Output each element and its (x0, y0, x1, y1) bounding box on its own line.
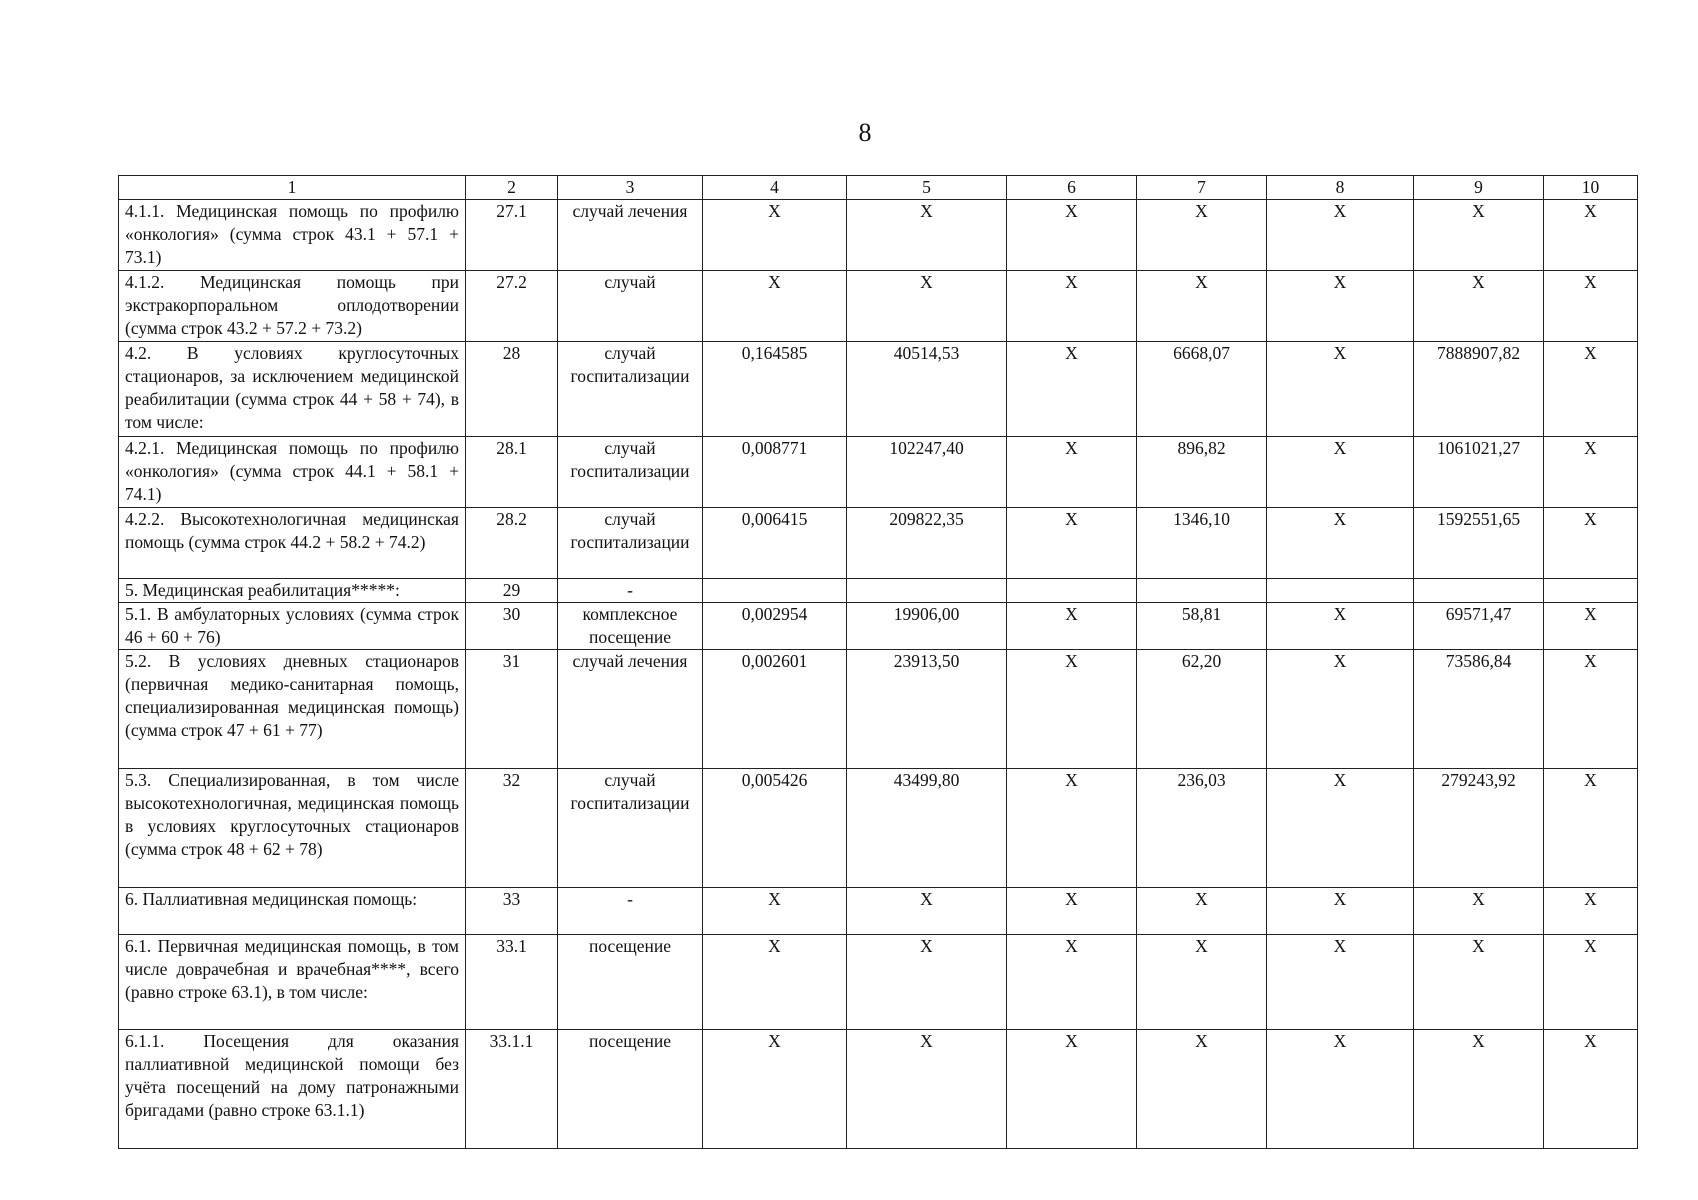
row-description-cell: 6. Паллиативная медицинская помощь: (119, 888, 466, 935)
table-cell: X (1544, 650, 1638, 769)
column-header: 3 (558, 176, 703, 200)
column-header: 7 (1137, 176, 1267, 200)
row-description-cell: 5. Медицинская реабилитация*****: (119, 579, 466, 603)
table-cell: - (558, 888, 703, 935)
table-cell: X (703, 1030, 847, 1149)
table-cell: 0,002954 (703, 603, 847, 650)
column-header: 1 (119, 176, 466, 200)
table-cell: X (1007, 888, 1137, 935)
table-cell: 1346,10 (1137, 508, 1267, 579)
table-cell: 27.1 (466, 200, 558, 271)
table-cell: случай (558, 271, 703, 342)
table-cell: 33.1 (466, 935, 558, 1030)
table-cell: случай госпитализации (558, 769, 703, 888)
table-cell: X (1267, 650, 1414, 769)
table-cell: X (1544, 769, 1638, 888)
table-cell: 7888907,82 (1414, 342, 1544, 437)
table-cell: X (1267, 888, 1414, 935)
table-row (119, 650, 1638, 769)
table-row (119, 603, 1638, 650)
table-cell: X (1544, 271, 1638, 342)
table-cell: 19906,00 (847, 603, 1007, 650)
table-cell: 73586,84 (1414, 650, 1544, 769)
table-cell: 29 (466, 579, 558, 603)
row-description-cell: 6.1. Первичная медицинская помощь, в том числе доврачебная и врачебная****, всего (равно строке 63.1), в том числе: (119, 935, 466, 1030)
column-header: 5 (847, 176, 1007, 200)
table-cell: 28 (466, 342, 558, 437)
table-cell: X (1544, 888, 1638, 935)
table-cell: X (1544, 437, 1638, 508)
table-cell: 28.1 (466, 437, 558, 508)
column-header: 2 (466, 176, 558, 200)
table-cell: X (1267, 200, 1414, 271)
table-cell: - (558, 579, 703, 603)
table-cell: X (703, 271, 847, 342)
page-number: 8 (858, 118, 872, 147)
table-cell: 102247,40 (847, 437, 1007, 508)
table-cell: 30 (466, 603, 558, 650)
row-description-cell: 4.2.2. Высокотехнологичная медицинская помощь (сумма строк 44.2 + 58.2 + 74.2) (119, 508, 466, 579)
table-cell: X (1007, 342, 1137, 437)
table-row (119, 935, 1638, 1030)
row-description-cell: 5.1. В амбулаторных условиях (сумма строк 46 + 60 + 76) (119, 603, 466, 650)
table-cell: 0,008771 (703, 437, 847, 508)
table-cell: комплексное посещение (558, 603, 703, 650)
table-cell: X (703, 935, 847, 1030)
column-header: 10 (1544, 176, 1638, 200)
column-header: 8 (1267, 176, 1414, 200)
table-cell: X (847, 935, 1007, 1030)
row-description-cell: 4.1.2. Медицинская помощь при экстракорпоральном оплодотворении (сумма строк 43.2 + 57.2 + 73.2) (119, 271, 466, 342)
table-cell: 0,164585 (703, 342, 847, 437)
data-table (118, 175, 1638, 1149)
table-cell: X (1137, 200, 1267, 271)
table-row (119, 200, 1638, 271)
table-cell: 62,20 (1137, 650, 1267, 769)
table-cell: 236,03 (1137, 769, 1267, 888)
row-description-cell: 4.2. В условиях круглосуточных стационаров, за исключением медицинской реабилитации (сумма строк 44 + 58 + 74), в том числе: (119, 342, 466, 437)
table-cell: X (1267, 1030, 1414, 1149)
table-row (119, 437, 1638, 508)
table-cell: X (1414, 888, 1544, 935)
table-cell: посещение (558, 935, 703, 1030)
table-cell: X (1007, 508, 1137, 579)
table-cell: 69571,47 (1414, 603, 1544, 650)
table-cell: случай лечения (558, 650, 703, 769)
row-description-cell: 4.1.1. Медицинская помощь по профилю «онкология» (сумма строк 43.1 + 57.1 + 73.1) (119, 200, 466, 271)
table-cell: 896,82 (1137, 437, 1267, 508)
table-cell: 27.2 (466, 271, 558, 342)
table-cell: X (1007, 935, 1137, 1030)
table-cell: X (847, 200, 1007, 271)
table-cell: 1061021,27 (1414, 437, 1544, 508)
column-header: 6 (1007, 176, 1137, 200)
table-cell: 40514,53 (847, 342, 1007, 437)
table-row (119, 508, 1638, 579)
table-cell: X (1414, 935, 1544, 1030)
row-description-cell: 4.2.1. Медицинская помощь по профилю «онкология» (сумма строк 44.1 + 58.1 + 74.1) (119, 437, 466, 508)
table-cell: X (1544, 342, 1638, 437)
row-description-cell: 6.1.1. Посещения для оказания паллиативной медицинской помощи без учёта посещений на дому патронажными бригадами (равно строке 63.1.1) (119, 1030, 466, 1149)
table-cell: случай госпитализации (558, 342, 703, 437)
table-cell (847, 579, 1007, 603)
table-cell: 33 (466, 888, 558, 935)
table-row (119, 271, 1638, 342)
table-cell: X (1007, 271, 1137, 342)
table-cell: X (1007, 603, 1137, 650)
table-cell: X (1267, 769, 1414, 888)
table-cell: X (1267, 603, 1414, 650)
table-cell: X (1267, 437, 1414, 508)
table-cell: X (1007, 200, 1137, 271)
table-cell: 0,002601 (703, 650, 847, 769)
table-cell: 28.2 (466, 508, 558, 579)
table-cell: 23913,50 (847, 650, 1007, 769)
table-cell: X (1007, 1030, 1137, 1149)
table-cell: случай лечения (558, 200, 703, 271)
table-header-row (119, 176, 1638, 200)
row-description-cell: 5.2. В условиях дневных стационаров (первичная медико-санитарная помощь, специализированная медицинская помощь) (сумма строк 47 + 61 + 77) (119, 650, 466, 769)
table-cell: 58,81 (1137, 603, 1267, 650)
table-cell: посещение (558, 1030, 703, 1149)
table-body (119, 176, 1638, 1149)
table-cell (1414, 579, 1544, 603)
table-cell: X (1137, 935, 1267, 1030)
table-cell: 32 (466, 769, 558, 888)
table-cell (703, 579, 847, 603)
table-cell: 0,005426 (703, 769, 847, 888)
table-cell (1007, 579, 1137, 603)
table-cell: X (1137, 1030, 1267, 1149)
table-cell: X (1137, 271, 1267, 342)
table-cell: X (1137, 888, 1267, 935)
table-cell: X (703, 888, 847, 935)
table-cell: 0,006415 (703, 508, 847, 579)
table-cell: 31 (466, 650, 558, 769)
table-cell: X (1267, 271, 1414, 342)
table-cell: 6668,07 (1137, 342, 1267, 437)
table-row (119, 769, 1638, 888)
column-header: 9 (1414, 176, 1544, 200)
table-row (119, 888, 1638, 935)
table-cell: случай госпитализации (558, 508, 703, 579)
table-cell: 279243,92 (1414, 769, 1544, 888)
table-cell: X (703, 200, 847, 271)
column-header: 4 (703, 176, 847, 200)
table-cell: X (1414, 200, 1544, 271)
table-cell (1137, 579, 1267, 603)
table-cell: X (1007, 769, 1137, 888)
table-row (119, 579, 1638, 603)
table-cell: X (1544, 603, 1638, 650)
table-cell: X (1544, 200, 1638, 271)
row-description-cell: 5.3. Специализированная, в том числе высокотехнологичная, медицинская помощь в условиях круглосуточных стационаров (сумма строк 48 + 62 + 78) (119, 769, 466, 888)
table-cell: X (847, 1030, 1007, 1149)
table-row (119, 1030, 1638, 1149)
table-cell: X (1544, 1030, 1638, 1149)
table-cell: X (1544, 935, 1638, 1030)
table-cell: X (1007, 650, 1137, 769)
table-cell: X (1007, 437, 1137, 508)
table-cell: X (1414, 271, 1544, 342)
table-cell: X (847, 888, 1007, 935)
table-cell: 43499,80 (847, 769, 1007, 888)
table-cell: 33.1.1 (466, 1030, 558, 1149)
table-cell: случай госпитализации (558, 437, 703, 508)
table-cell: 1592551,65 (1414, 508, 1544, 579)
table-cell: X (1267, 342, 1414, 437)
table-row (119, 342, 1638, 437)
table-cell: X (1414, 1030, 1544, 1149)
table-cell (1544, 579, 1638, 603)
table-cell: X (1267, 935, 1414, 1030)
table-cell: X (1267, 508, 1414, 579)
table-cell: X (1544, 508, 1638, 579)
table-cell: 209822,35 (847, 508, 1007, 579)
table-cell: X (847, 271, 1007, 342)
table-cell (1267, 579, 1414, 603)
